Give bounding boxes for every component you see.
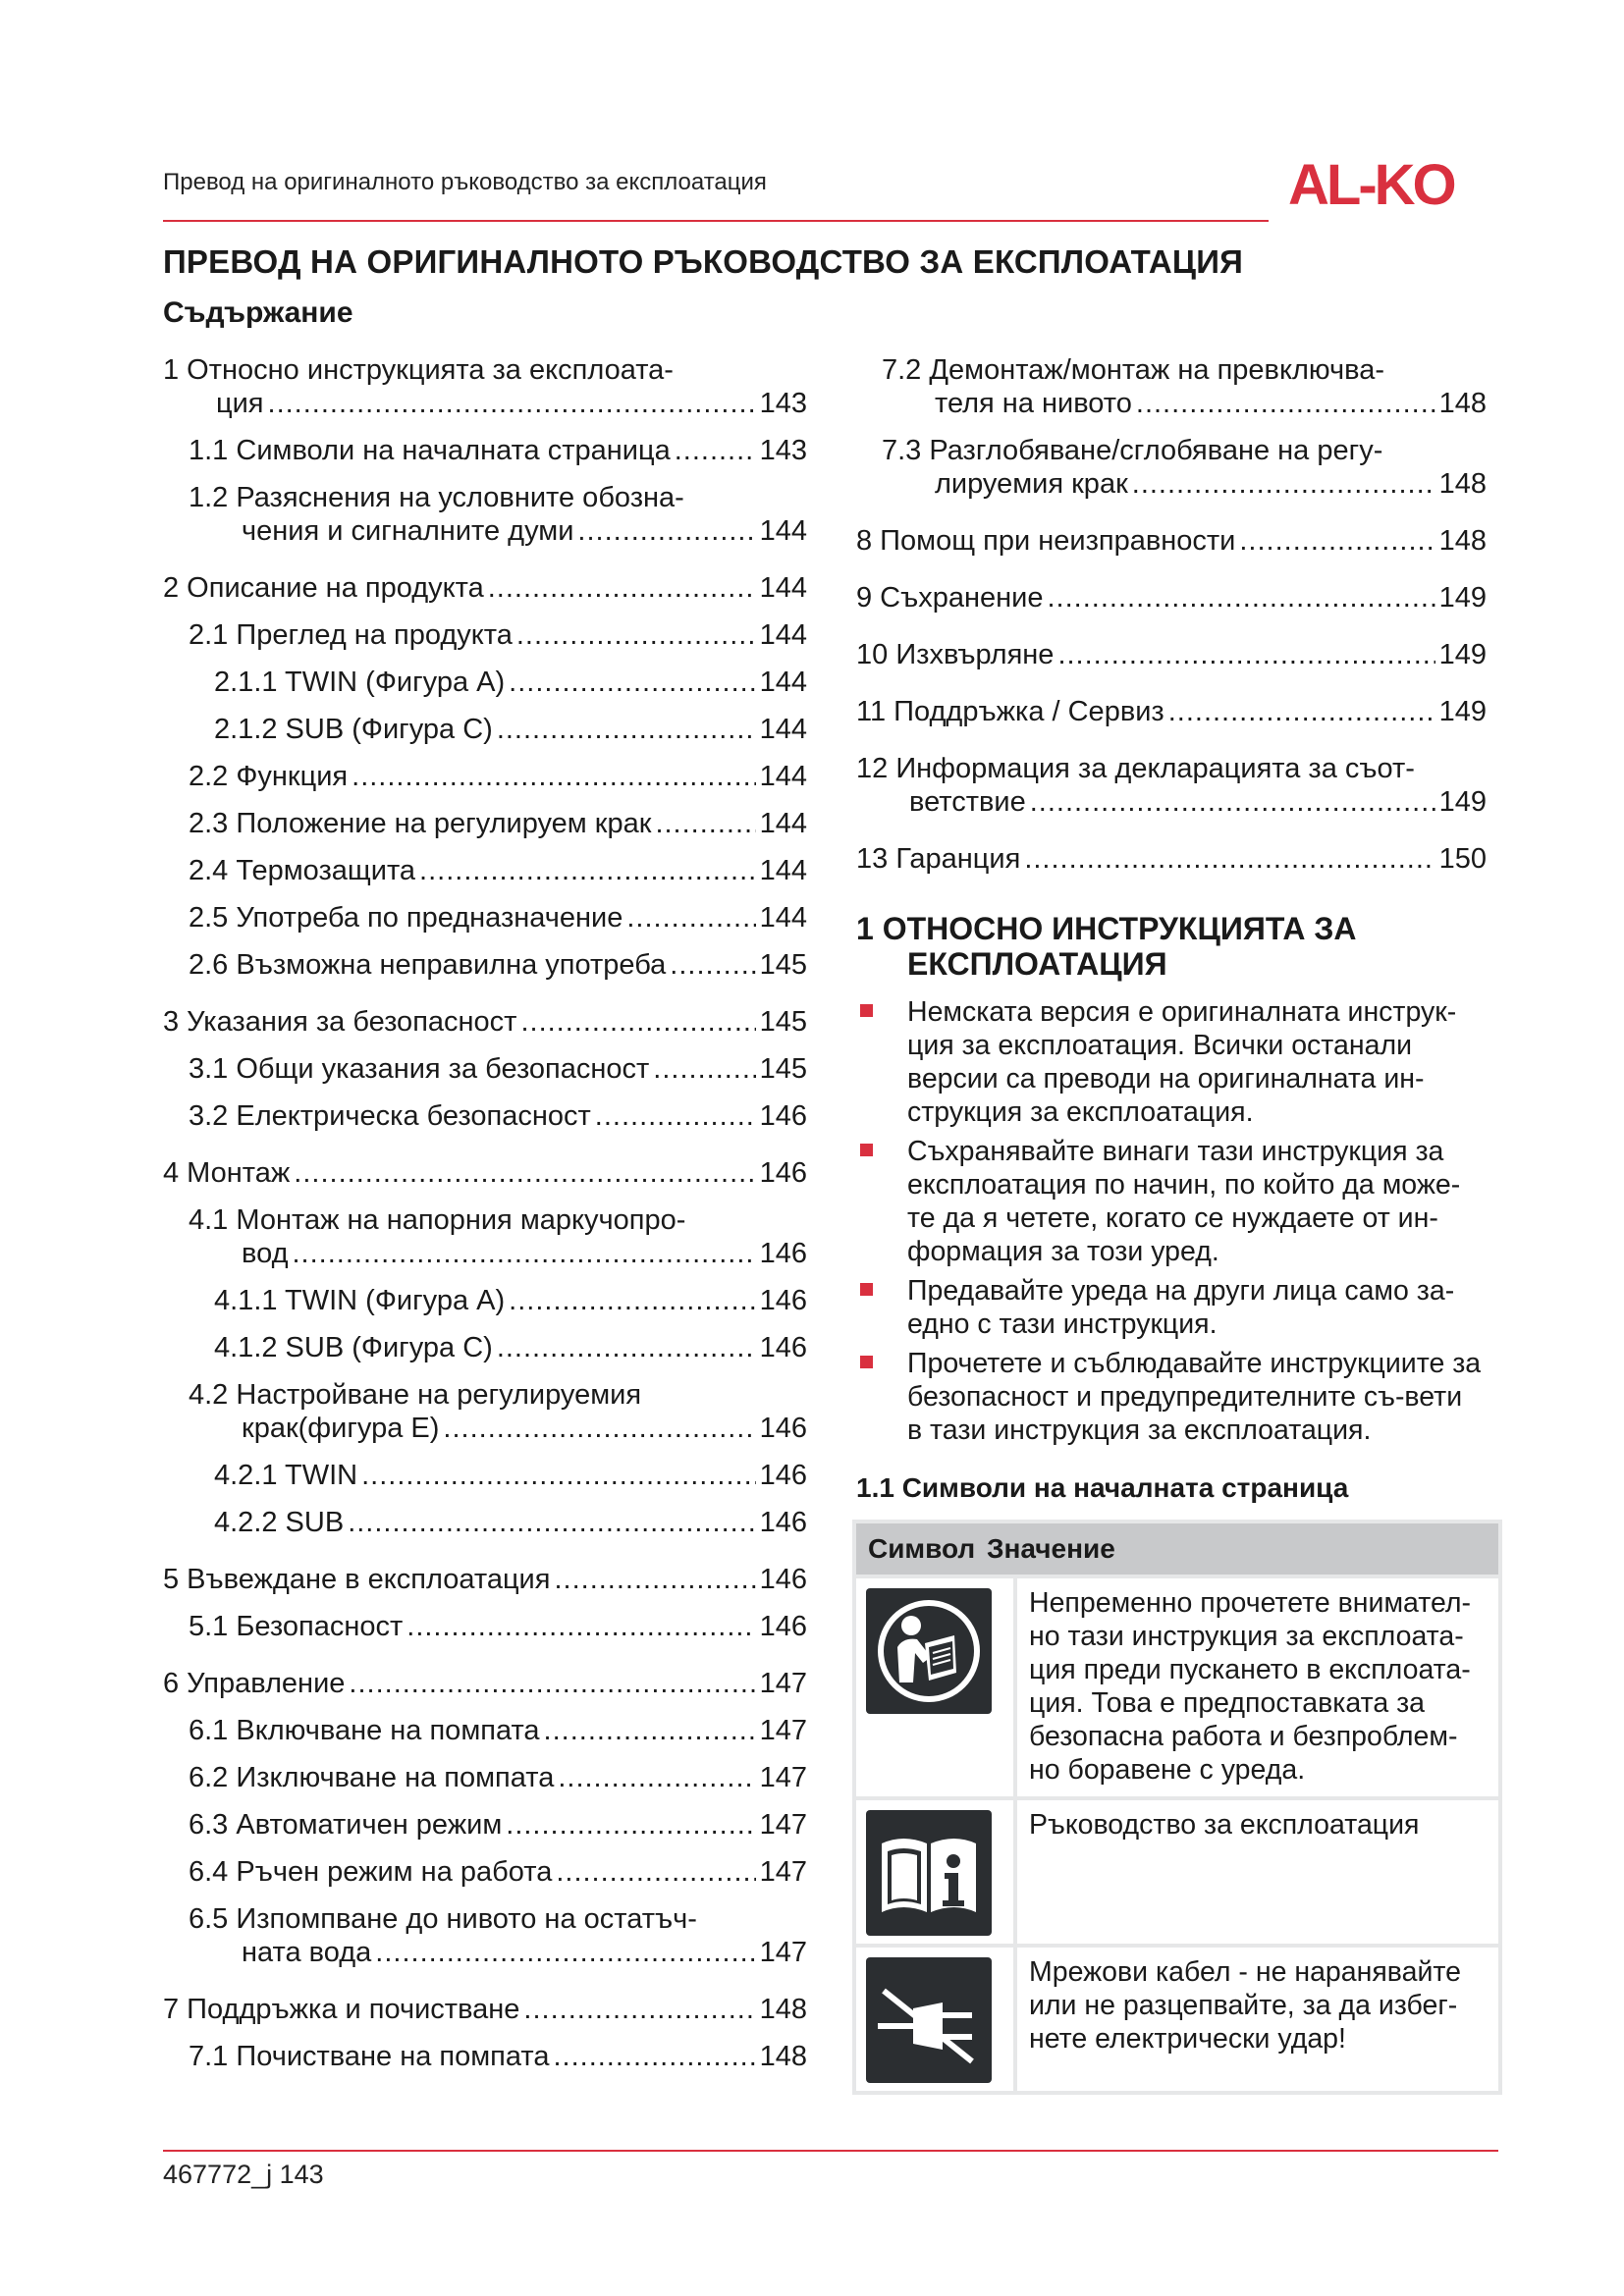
toc-entry-title: 6 Управление: [163, 1668, 346, 1699]
toc-page-number: 146: [759, 1413, 807, 1444]
toc-entry-title: 4 Монтаж: [163, 1157, 291, 1189]
toc-page-number: 143: [759, 388, 807, 419]
toc-entry[interactable]: [163, 1714, 807, 1747]
toc-page-number: 144: [759, 902, 807, 934]
toc-entry-title: 2.6 Възможна неправилна употреба: [189, 949, 667, 981]
toc-right-column: [856, 353, 1487, 876]
toc-entry[interactable]: [856, 842, 1487, 876]
table-row: [856, 1946, 1498, 2091]
toc-entry[interactable]: [163, 760, 807, 793]
toc-entry[interactable]: 1.2 Разяснения на условните обозна- чения и сигналните думи ..... 144: [163, 481, 807, 548]
toc-entry[interactable]: [163, 1993, 807, 2026]
toc-entry-title: 11 Поддръжка / Сервиз: [856, 696, 1164, 727]
symbol-meaning-text: Мрежови кабел - не наранявайте или не разцепвайте, за да избег-нете електрически удар!: [1015, 1946, 1498, 2091]
running-header: Превод на оригиналното ръководство за експлоатация: [163, 169, 767, 195]
bullet-square-icon: [860, 1004, 873, 1017]
toc-entry-title: 2.2 Функция: [189, 761, 349, 792]
toc-page-number: 144: [759, 855, 807, 886]
toc-entry[interactable]: [163, 666, 807, 699]
toc-entry-title: 4.1.2 SUB (Фигура C): [214, 1332, 493, 1363]
toc-entry-title: теля на нивото: [935, 388, 1132, 419]
section-1-1-title: 1.1 Символи на началната страница: [856, 1472, 1349, 1503]
bullet-square-icon: [860, 1283, 873, 1296]
dot-leader: [361, 1459, 755, 1492]
toc-page-number: 150: [1438, 843, 1487, 875]
dot-leader: [1030, 785, 1435, 819]
toc-page-number: 149: [1438, 786, 1487, 818]
footer-rule: [163, 2150, 1498, 2152]
dot-leader: [1057, 638, 1435, 671]
toc-page-number: 145: [759, 1053, 807, 1085]
toc-page-number: 147: [759, 1937, 807, 1968]
toc-entry-title: 6.3 Автоматичен режим: [189, 1809, 503, 1841]
col-meaning-header: Значение: [986, 1533, 1115, 1564]
toc-entry-title: 5.1 Безопасност: [189, 1611, 404, 1642]
toc-page-number: 147: [759, 1668, 807, 1699]
toc-page-number: 148: [1438, 388, 1487, 419]
toc-page-number: 145: [759, 949, 807, 981]
dot-leader: [653, 1052, 755, 1086]
toc-entry-title: 9 Съхранение: [856, 582, 1044, 614]
toc-entry[interactable]: [163, 1156, 807, 1190]
header-rule: [163, 220, 1269, 222]
dot-leader: [1136, 387, 1435, 420]
dot-leader: [544, 1714, 756, 1747]
dot-leader: [1168, 695, 1435, 728]
toc-left-column: [163, 353, 807, 2073]
bullet-square-icon: [860, 1144, 873, 1156]
dot-leader: [523, 1993, 755, 2026]
toc-entry-title: 2.3 Положение на регулируем крак: [189, 808, 652, 839]
toc-entry[interactable]: 4.2 Настройване на регулируемия крак(фигура E) ..... 146: [163, 1378, 807, 1445]
toc-page-number: 144: [759, 515, 807, 547]
toc-entry[interactable]: [163, 1506, 807, 1539]
dot-leader: [1239, 524, 1435, 558]
toc-entry-title: крак(фигура E): [242, 1413, 440, 1444]
toc-entry[interactable]: 7.3 Разглобяване/сглобяване на регу- лируемия крак ..... 148: [856, 434, 1487, 501]
table-header: [856, 1523, 1498, 1576]
dot-leader: [497, 713, 756, 746]
toc-page-number: 144: [759, 619, 807, 651]
toc-entry-title: 6.4 Ръчен режим на работа: [189, 1856, 553, 1888]
toc-entry[interactable]: [163, 1459, 807, 1492]
toc-entry[interactable]: 7.2 Демонтаж/монтаж на превключва- теля на нивото ..... 148: [856, 353, 1487, 420]
toc-entry-title: 6.1 Включване на помпата: [189, 1715, 540, 1746]
footer-page-number: 467772_j 143: [163, 2160, 324, 2189]
toc-entry-title: ветствие: [909, 786, 1026, 818]
toc-page-number: 144: [759, 572, 807, 604]
section-1-title-line1: 1 ОТНОСНО ИНСТРУКЦИЯТА ЗА: [856, 911, 1357, 946]
dot-leader: [349, 1667, 755, 1700]
toc-page-number: 147: [759, 1715, 807, 1746]
dot-leader: [556, 1855, 755, 1889]
table-row: [856, 1576, 1498, 1798]
symbol-meaning-text: Ръководство за експлоатация: [1015, 1798, 1498, 1946]
toc-entry[interactable]: 6.5 Изпомпване до нивото на остатъч- ната вода ..... 147: [163, 1902, 807, 1969]
toc-entry-title: 1.1 Символи на началната страница: [189, 435, 671, 466]
dot-leader: [554, 1563, 755, 1596]
toc-entry-title: 3.1 Общи указания за безопасност: [189, 1053, 650, 1085]
toc-entry[interactable]: [163, 854, 807, 887]
toc-entry-title: 3.2 Електрическа безопасност: [189, 1100, 591, 1132]
dot-leader: [348, 1506, 755, 1539]
toc-heading: Съдържание: [163, 296, 353, 329]
toc-page-number: 147: [759, 1856, 807, 1888]
table-row: [856, 1798, 1498, 1946]
toc-entry[interactable]: [163, 1099, 807, 1133]
dot-leader: [488, 571, 756, 605]
toc-page-number: 147: [759, 1762, 807, 1793]
toc-entry-title: 10 Изхвърляне: [856, 639, 1055, 670]
toc-entry[interactable]: [163, 1005, 807, 1039]
toc-entry-title: 13 Гаранция: [856, 843, 1021, 875]
dot-leader: [1048, 581, 1435, 614]
toc-page-number: 148: [759, 2041, 807, 2072]
dot-leader: [406, 1610, 755, 1643]
dot-leader: [577, 514, 755, 548]
toc-entry-title: 5 Въвеждане в експлоатация: [163, 1564, 551, 1595]
dot-leader: [558, 1761, 755, 1794]
toc-entry-title: 2.1.1 TWIN (Фигура A): [214, 667, 506, 698]
toc-entry-title: 2.5 Употреба по предназначение: [189, 902, 623, 934]
toc-page-number: 149: [1438, 582, 1487, 614]
list-item: Немската версия е оригиналната инструк-ция за експлоатация. Всички останали версии са преводи на оригиналната ин-струкция за експлоатация.: [856, 995, 1485, 1129]
page-title: ПРЕВОД НА ОРИГИНАЛНОТО РЪКОВОДСТВО ЗА ЕКСПЛОАТАЦИЯ: [163, 243, 1244, 280]
toc-page-number: 146: [759, 1564, 807, 1595]
dot-leader: [675, 434, 756, 467]
toc-page-number: 148: [1438, 468, 1487, 500]
info-manual-icon: [866, 1810, 992, 1936]
list-item: Прочетете и съблюдавайте инструкциите за безопасност и предупредителните съ-вети в тази инструкция за експлоатация.: [856, 1347, 1485, 1447]
dot-leader: [655, 807, 755, 840]
toc-page-number: 146: [759, 1238, 807, 1269]
toc-page-number: 149: [1438, 639, 1487, 670]
toc-page-number: 149: [1438, 696, 1487, 727]
power-plug-icon: [866, 1957, 992, 2083]
toc-entry-title: 2 Описание на продукта: [163, 572, 484, 604]
toc-entry[interactable]: [163, 1808, 807, 1842]
dot-leader: [595, 1099, 756, 1133]
col-symbol-header: Символ: [868, 1533, 976, 1564]
dot-leader: [509, 666, 755, 699]
toc-entry[interactable]: 1 Относно инструкцията за експлоата- ция ..... 143: [163, 353, 807, 420]
toc-entry[interactable]: [163, 618, 807, 652]
read-manual-icon: [866, 1588, 992, 1714]
dot-leader: [419, 854, 756, 887]
bullet-square-icon: [860, 1356, 873, 1368]
toc-entry[interactable]: [856, 695, 1487, 728]
toc-entry[interactable]: [163, 1052, 807, 1086]
section-1-title-line2: ЕКСПЛОАТАЦИЯ: [907, 946, 1167, 982]
toc-entry-title: 3 Указания за безопасност: [163, 1006, 517, 1038]
toc-entry-title: 2.1.2 SUB (Фигура C): [214, 714, 493, 745]
toc-entry-title: 4.2.2 SUB: [214, 1507, 345, 1538]
dot-leader: [1132, 467, 1435, 501]
toc-entry-title: чения и сигналните думи: [242, 515, 574, 547]
toc-entry[interactable]: [163, 1761, 807, 1794]
svg-text:AL-KO: AL-KO: [1288, 155, 1454, 212]
table-header-row: [856, 1523, 1498, 1576]
toc-page-number: 145: [759, 1006, 807, 1038]
toc-page-number: 148: [1438, 525, 1487, 557]
toc-page-number: 146: [759, 1507, 807, 1538]
toc-page-number: 146: [759, 1285, 807, 1316]
toc-entry-title: 7.1 Почистване на помпата: [189, 2041, 550, 2072]
dot-leader: [293, 1237, 756, 1270]
toc-entry-title: 8 Помощ при неизправности: [856, 525, 1236, 557]
dot-leader: [670, 948, 755, 982]
toc-page-number: 146: [759, 1460, 807, 1491]
toc-entry-title: 7 Поддръжка и почистване: [163, 1994, 520, 2025]
dot-leader: [268, 387, 756, 420]
toc-entry[interactable]: [163, 1855, 807, 1889]
toc-page-number: 144: [759, 667, 807, 698]
toc-entry-title: лируемия крак: [935, 468, 1128, 500]
dot-leader: [506, 1808, 755, 1842]
toc-entry[interactable]: [163, 1667, 807, 1700]
toc-entry[interactable]: [163, 948, 807, 982]
toc-entry-title: 4.2.1 TWIN: [214, 1460, 358, 1491]
section-1-title: [856, 911, 1465, 982]
toc-entry[interactable]: [163, 807, 807, 840]
toc-entry-title: ната вода: [242, 1937, 372, 1968]
toc-page-number: 146: [759, 1100, 807, 1132]
list-item: Съхранявайте винаги тази инструкция за експлоатация по начин, по който да може-те да я четете, когато се нуждаете от ин-формация за този уред.: [856, 1135, 1485, 1268]
toc-entry[interactable]: [163, 1610, 807, 1643]
toc-page-number: 146: [759, 1332, 807, 1363]
dot-leader: [352, 760, 755, 793]
toc-entry[interactable]: 4.1 Монтаж на напорния маркучопро- вод ..... 146: [163, 1203, 807, 1270]
toc-entry[interactable]: [163, 1331, 807, 1364]
toc-page-number: 143: [759, 435, 807, 466]
toc-entry-title: 6.2 Изключване на помпата: [189, 1762, 555, 1793]
dot-leader: [553, 2040, 755, 2073]
dot-leader: [497, 1331, 756, 1364]
toc-entry[interactable]: [163, 1563, 807, 1596]
dot-leader: [520, 1005, 755, 1039]
symbols-table: [856, 1523, 1498, 2091]
dot-leader: [294, 1156, 755, 1190]
toc-page-number: 146: [759, 1611, 807, 1642]
toc-page-number: 146: [759, 1157, 807, 1189]
toc-entry-title: вод: [242, 1238, 289, 1269]
toc-entry[interactable]: [856, 638, 1487, 671]
toc-page-number: 144: [759, 714, 807, 745]
toc-entry[interactable]: [163, 434, 807, 467]
toc-entry-title: 2.4 Термозащита: [189, 855, 416, 886]
dot-leader: [375, 1936, 755, 1969]
toc-entry-title: 4.1.1 TWIN (Фигура A): [214, 1285, 506, 1316]
toc-entry-title: ция: [216, 388, 264, 419]
toc-entry[interactable]: [163, 571, 807, 605]
dot-leader: [1024, 842, 1435, 876]
toc-page-number: 148: [759, 1994, 807, 2025]
toc-entry-title: 2.1 Преглед на продукта: [189, 619, 513, 651]
toc-entry[interactable]: [163, 2040, 807, 2073]
toc-page-number: 147: [759, 1809, 807, 1841]
toc-entry[interactable]: [163, 901, 807, 934]
toc-entry[interactable]: [856, 581, 1487, 614]
alko-logo: [1288, 155, 1498, 212]
section-1-bullet-list: [856, 995, 1485, 1453]
toc-page-number: 144: [759, 761, 807, 792]
dot-leader: [509, 1284, 755, 1317]
toc-page-number: 144: [759, 808, 807, 839]
toc-entry[interactable]: [163, 713, 807, 746]
toc-entry[interactable]: [163, 1284, 807, 1317]
dot-leader: [626, 901, 755, 934]
dot-leader: [516, 618, 756, 652]
symbol-meaning-text: Непременно прочетете внимател-но тази инструкция за експлоата-ция преди пускането в експлоата-ция. Това е предпоставката за безопасна работа и безпроблем-но боравене с уреда.: [1015, 1576, 1498, 1798]
list-item: Предавайте уреда на други лица само за-едно с тази инструкция.: [856, 1274, 1485, 1341]
toc-entry[interactable]: 12 Информация за декларацията за съот- ветствие ..... 149: [856, 752, 1487, 819]
dot-leader: [443, 1412, 755, 1445]
toc-entry[interactable]: [856, 524, 1487, 558]
